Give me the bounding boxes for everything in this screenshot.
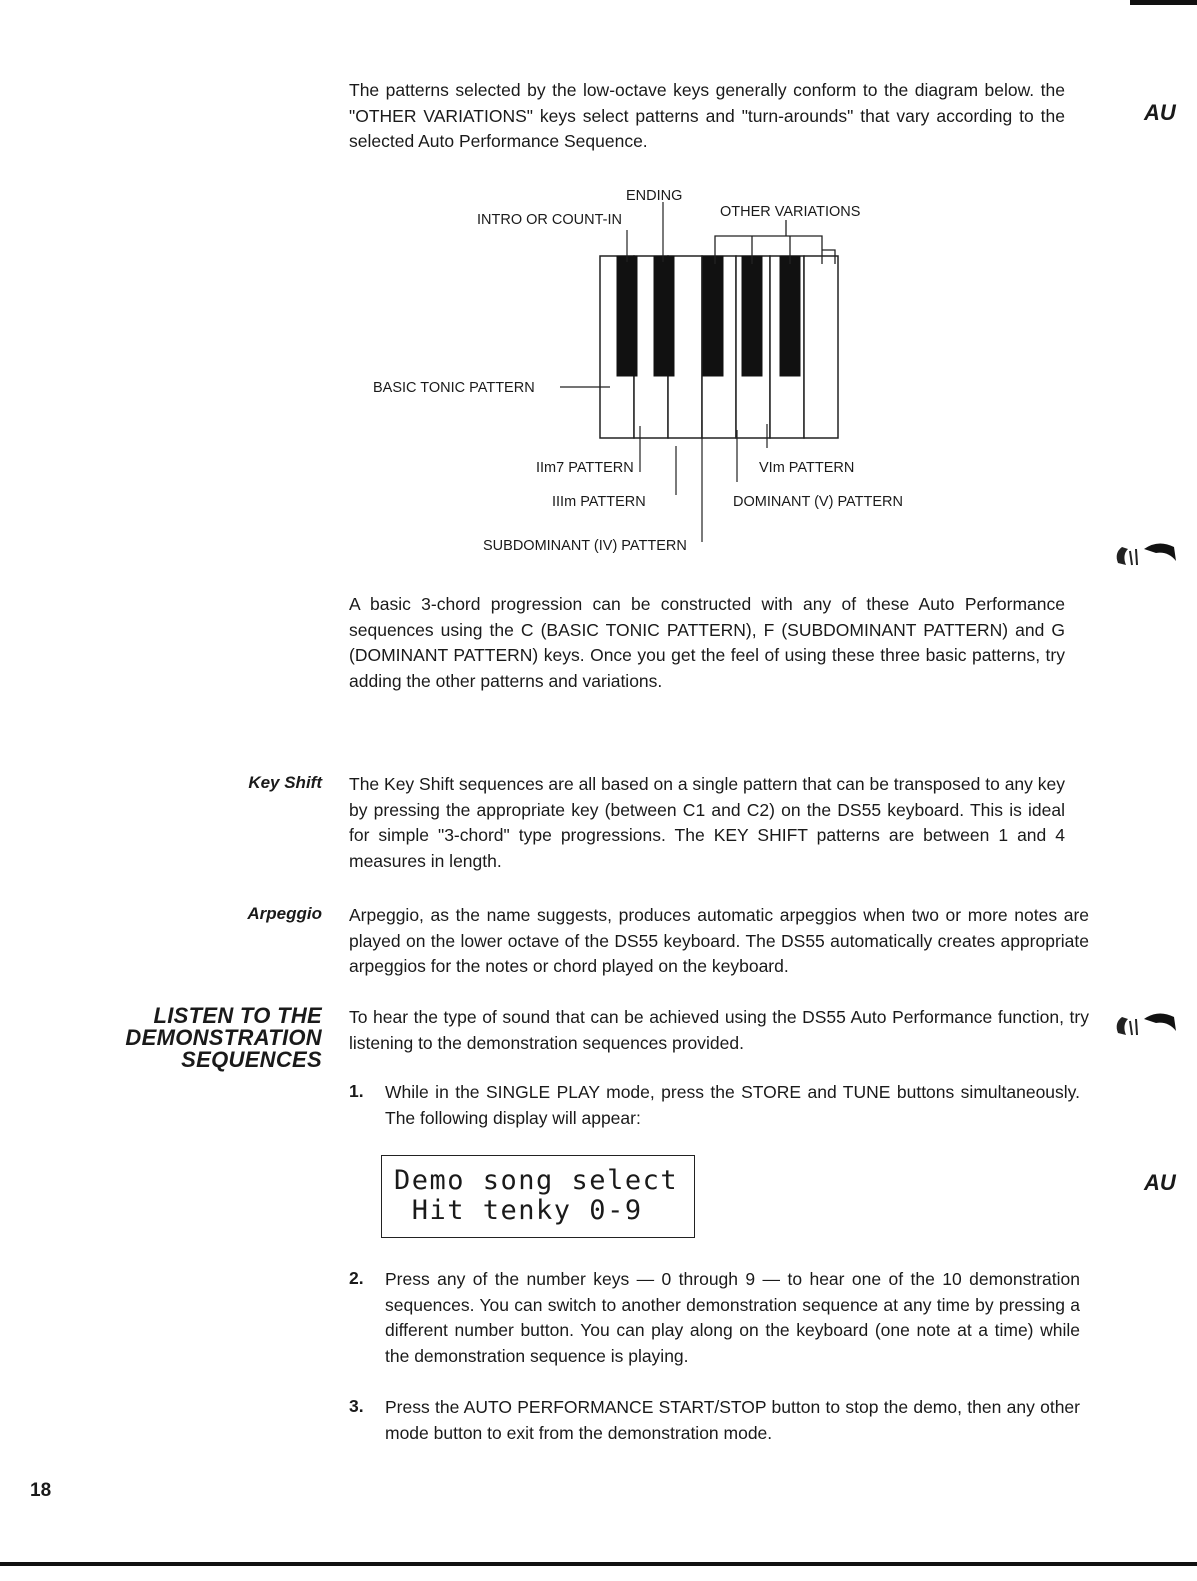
demo-section-title [60, 1005, 322, 1071]
label-iim7: IIm7 PATTERN [536, 460, 634, 476]
music-note-icon [1110, 535, 1180, 575]
corner-mark [1130, 0, 1197, 5]
black-key-gs [742, 256, 762, 376]
label-other-variations: OTHER VARIATIONS [720, 204, 861, 220]
key-shift-label: Key Shift [248, 773, 322, 792]
bottom-rule [0, 1562, 1197, 1566]
lcd-line-1: Demo song select [394, 1165, 679, 1196]
black-key-cs [617, 256, 637, 376]
black-key-ds [654, 256, 674, 376]
progression-paragraph: A basic 3-chord progression can be constructed with any of these Auto Performance sequences using the C (BASIC TONIC PATTERN), F (SUBDOMINANT PATTERN) and G (DOMINANT PATTERN) keys. Once you get the feel of using these three basic patterns, try adding the other patterns and variations. [349, 594, 1065, 691]
black-key-fs [703, 256, 723, 376]
key-shift-text: The Key Shift sequences are all based on a single pattern that can be transposed to any key by pressing the appropriate key (between C1 and C2) on the DS55 keyboard. This is ideal for simple "3-chord" type progressions. The KEY SHIFT patterns are between 1 and 4 measures in length. [349, 774, 1066, 871]
step-2-number: 2. [349, 1268, 364, 1288]
label-iiim: IIIm PATTERN [552, 494, 646, 510]
black-key-as [780, 256, 800, 376]
step-2-text: Press any of the number keys — 0 through 9 — to hear one of the 10 demonstration sequences. You can switch to another demonstration sequence at any time by pressing a different number button. You can play along on the keyboard (one note at a time) while the demonstration sequence is playing. [385, 1269, 1080, 1366]
music-note-icon-2 [1110, 1005, 1180, 1045]
label-intro: INTRO OR COUNT-IN [477, 212, 622, 228]
label-basic-tonic: BASIC TONIC PATTERN [373, 380, 535, 396]
demo-intro: To hear the type of sound that can be achieved using the DS55 Auto Performance function, try listening to the demonstration sequences provided. [349, 1007, 1089, 1053]
label-dominant: DOMINANT (V) PATTERN [733, 494, 903, 510]
lcd-display [381, 1155, 695, 1238]
step-3-number: 3. [349, 1396, 364, 1416]
label-subdominant: SUBDOMINANT (IV) PATTERN [483, 538, 687, 554]
label-vim: VIm PATTERN [759, 460, 855, 476]
edge-tab-bottom: AU [1144, 1170, 1176, 1195]
title-line-3: SEQUENCES [181, 1047, 322, 1072]
white-key-b [804, 256, 838, 438]
label-ending: ENDING [626, 188, 683, 204]
step-1-text: While in the SINGLE PLAY mode, press the STORE and TUNE buttons simultaneously. The following display will appear: [385, 1082, 1080, 1128]
edge-tab-top: AU [1144, 100, 1176, 125]
title-line-1: LISTEN TO THE [153, 1003, 322, 1028]
arpeggio-text: Arpeggio, as the name suggests, produces automatic arpeggios when two or more notes are played on the lower octave of the DS55 keyboard. The DS55 automatically creates appropriate arpeggios for the notes or chord played on the keyboard. [349, 905, 1089, 976]
page-number: 18 [30, 1480, 52, 1501]
title-line-2: DEMONSTRATION [125, 1025, 322, 1050]
step-1-number: 1. [349, 1081, 364, 1101]
step-3-text: Press the AUTO PERFORMANCE START/STOP button to stop the demo, then any other mode button to exit from the demonstration mode. [385, 1397, 1080, 1443]
lcd-line-2: Hit tenky 0-9 [394, 1195, 643, 1226]
intro-paragraph: The patterns selected by the low-octave keys generally conform to the diagram below. the "OTHER VARIATIONS" keys select patterns and "turn-arounds" that vary according to the selected Auto Performance Sequence. [349, 80, 1065, 151]
arpeggio-label: Arpeggio [247, 904, 322, 923]
keyboard-diagram [360, 180, 940, 560]
